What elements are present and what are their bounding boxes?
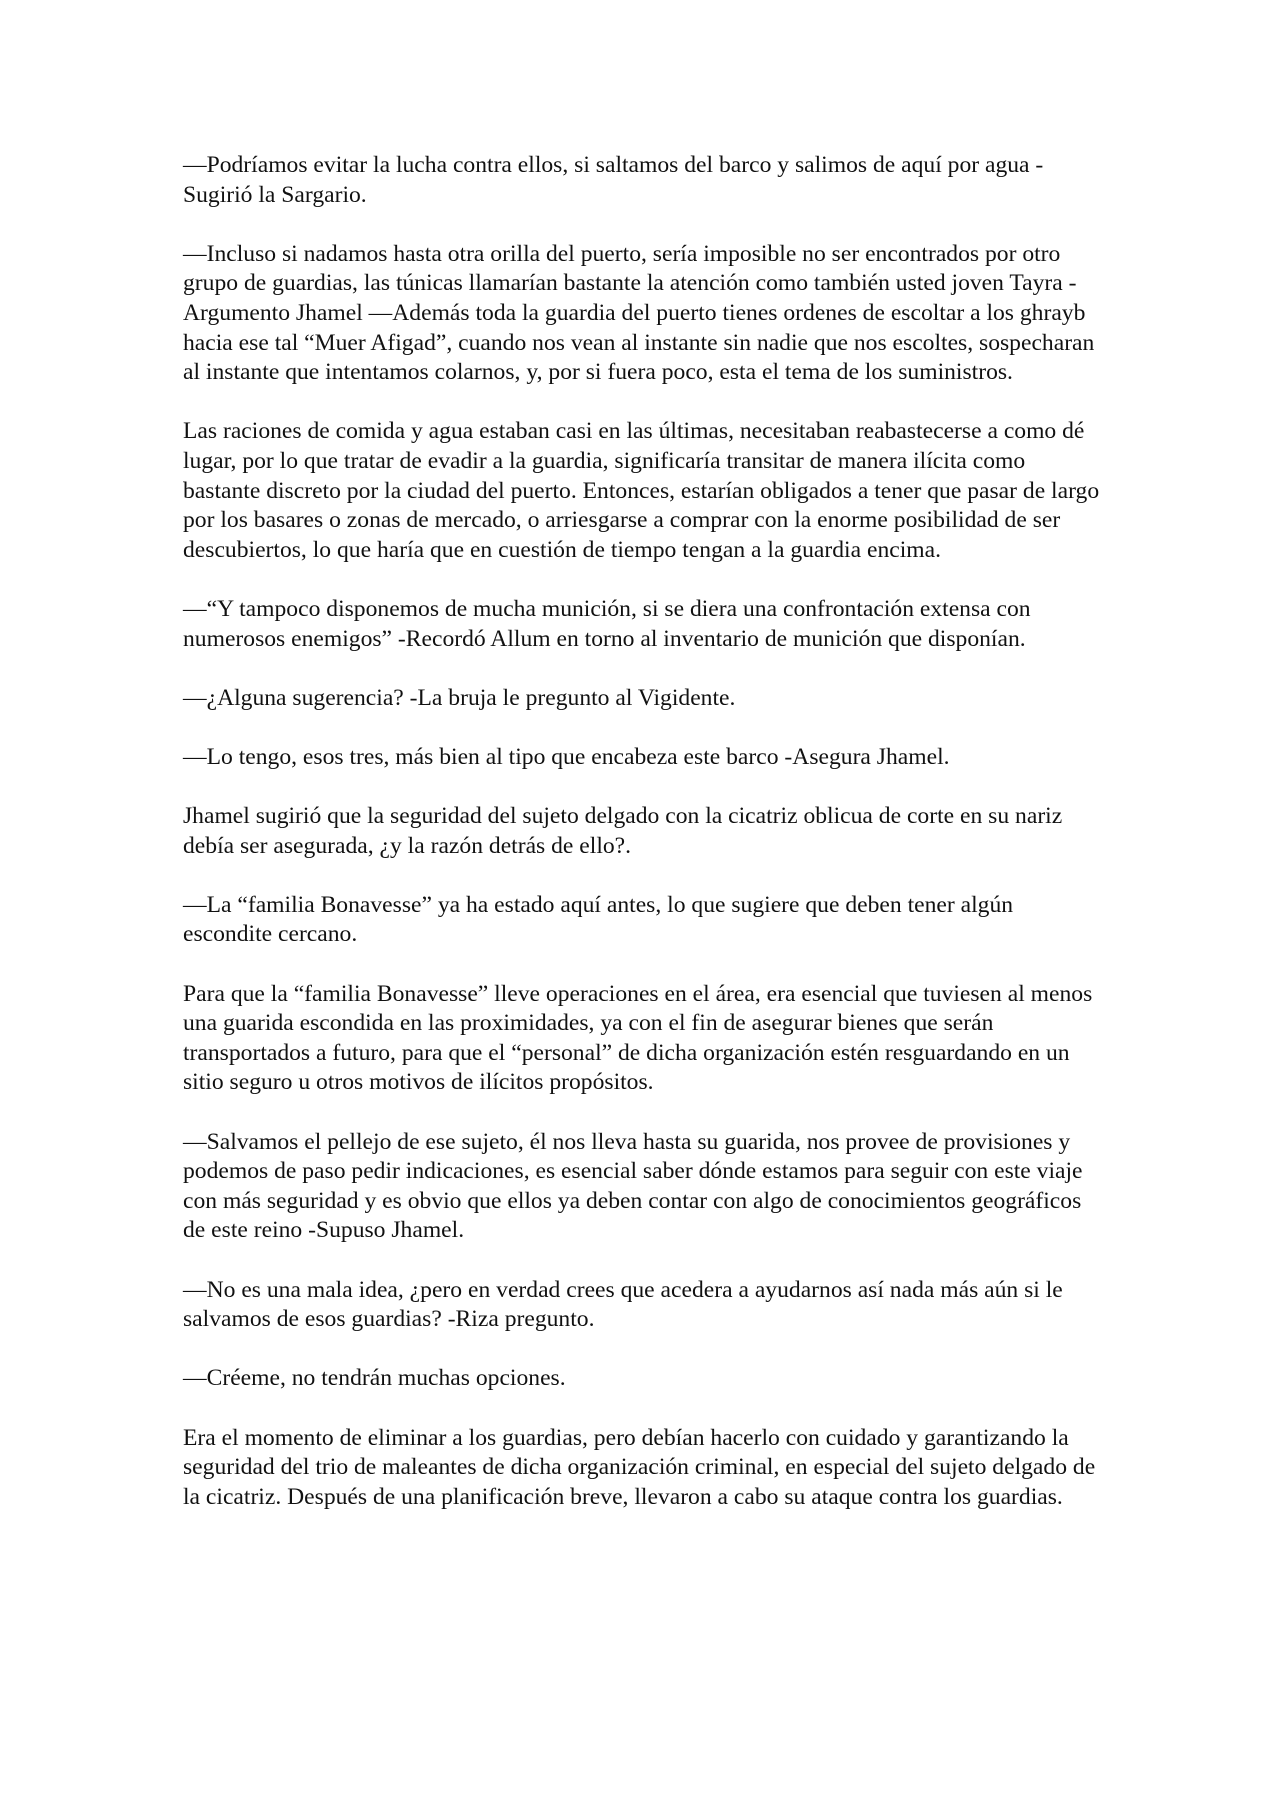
page-body [183, 151, 1103, 1542]
paragraph: Para que la “familia Bonavesse” lleve operaciones en el área, era esencial que tuviesen al menos una guarida escondida en las proximidades, ya con el fin de asegurar bienes que serán transportados a futuro, para que el “personal” de dicha organización estén resguardando en un sitio seguro u otros motivos de ilícitos propósitos. [183, 980, 1093, 1096]
paragraph: —Lo tengo, esos tres, más bien al tipo que encabeza este barco -Asegura Jhamel. [183, 743, 950, 770]
paragraph: —“Y tampoco disponemos de mucha munición, si se diera una confrontación extensa con numerosos enemigos” -Recordó Allum en torno al inventario de munición que disponían. [183, 595, 1031, 652]
paragraph: Las raciones de comida y agua estaban casi en las últimas, necesitaban reabastecerse a como dé lugar, por lo que tratar de evadir a la guardia, significaría transitar de manera ilícita como bastante discreto por la ciudad del puerto. Entonces, estarían obligados a tener que pasar de largo por los basares o zonas de mercado, o arriesgarse a comprar con la enorme posibilidad de ser descubiertos, lo que haría que en cuestión de tiempo tengan a la guardia encima. [183, 418, 1100, 563]
paragraph: —Podríamos evitar la lucha contra ellos, si saltamos del barco y salimos de aquí por agua -Sugirió la Sargario. [183, 152, 1044, 208]
paragraph: —Incluso si nadamos hasta otra orilla del puerto, sería imposible no ser encontrados por otro grupo de guardias, las túnicas llamarían bastante la atención como también usted joven Tayra -Argumento Jhamel —Además toda la guardia del puerto tienes ordenes de escoltar a los ghrayb hacia ese tal “Muer Afigad”, cuando nos vean al instante sin nadie que nos escoltes, sospecharan al instante que intentamos colarnos, y, por si fuera poco, esta el tema de los suministros. [183, 240, 1095, 386]
paragraph: —La “familia Bonavesse” ya ha estado aquí antes, lo que sugiere que deben tener algún escondite cercano. [183, 891, 1014, 948]
paragraph: Jhamel sugirió que la seguridad del sujeto delgado con la cicatriz oblicua de corte en su nariz debía ser asegurada, ¿y la razón detrás de ello?. [183, 803, 1063, 859]
paragraph: —Créeme, no tendrán muchas opciones. [183, 1365, 566, 1392]
paragraph: Era el momento de eliminar a los guardias, pero debían hacerlo con cuidado y garantizando la seguridad del trio de maleantes de dicha organización criminal, en especial del sujeto delgado de la cicatriz. Después de una planificación breve, llevaron a cabo su ataque contra los guardias. [183, 1424, 1096, 1510]
paragraph: —¿Alguna sugerencia? -La bruja le pregunto al Vigidente. [183, 684, 736, 711]
paragraph: —No es una mala idea, ¿pero en verdad crees que acedera a ayudarnos así nada más aún si le salvamos de esos guardias? -Riza pregunto. [183, 1276, 1063, 1333]
paragraph: —Salvamos el pellejo de ese sujeto, él nos lleva hasta su guarida, nos provee de provisiones y podemos de paso pedir indicaciones, es esencial saber dónde estamos para seguir con este viaje con más seguridad y es obvio que ellos ya deben contar con algo de conocimientos geográficos de este reino -Supuso Jhamel. [183, 1128, 1083, 1244]
